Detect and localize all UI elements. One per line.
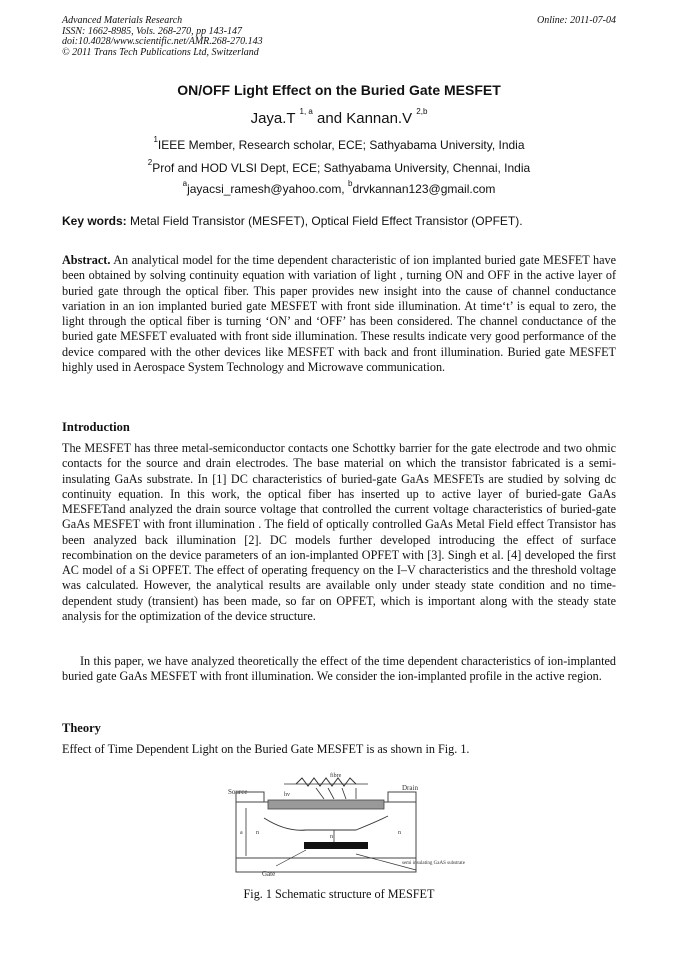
label-n-middle: n [330,834,333,840]
label-fibre: fibre [330,773,342,779]
paper-title: ON/OFF Light Effect on the Buried Gate MESFET [177,82,501,98]
label-n-left: n [256,830,259,836]
top-hatched-region [268,800,384,809]
email-a-marker: a [182,179,188,188]
label-hv: hv [284,792,290,798]
affiliation-1-marker: 1 [153,135,158,144]
label-gate: Gate [262,870,276,878]
author-and: and [317,110,343,127]
keywords-label: Key words: [62,214,127,228]
figure-1-mesfet-schematic [206,772,465,882]
keywords [62,214,616,228]
label-substrate: semi insulating GaAS substrate [402,861,465,866]
label-source: Source [228,788,248,796]
light-arrow-2 [328,788,334,799]
figure-1-caption: Fig. 1 Schematic structure of MESFET [243,887,435,901]
light-arrow-3 [342,788,346,799]
introduction-paragraph-1: The MESFET has three metal-semiconductor contacts one Schottky barrier for the gate electrode and two ohmic contacts for the source and drain electrodes. The base material on which the transistor fabricated is a semi-insulating GaAs substrate. In [1] DC characteristics of buried-gate GaAs MESFETs are studied by solving dc continuity equation. In this work, the optical fiber has inserted up to active layer of buried-gate GaAs MESFETand analyzed the drain source voltage that controlled the current voltage characteristics of buried-gate GaAs MESFET with front illumination . The field of optically controlled GaAs Metal Field effect Transistor has been analyzed back illumination [2]. DC models further developed introducing the effect of surface recombination on the device parameters of an ion-implanted OPFET with [3]. Singh et al. [4] developed the first AC model of a Si OPFET. The effect of operating frequency on the I–V characteristics and the threshold voltage was calculated. However, the analytical results are available only under steady state condition and no time-dependent study (transient) has been made, so far on OPFET, which is important along with the steady state analysis for the optimization of the device structure. [62,441,616,623]
journal-copyright: © 2011 Trans Tech Publications Ltd, Switzerland [62,46,259,58]
journal-doi: doi:10.4028/www.scientific.net/AMR.268-270.143 [62,36,263,48]
affiliation-1 [0,135,678,152]
affiliation-2-marker: 2 [147,158,153,167]
fibre-coil [296,778,356,786]
keywords-text: Metal Field Transistor (MESFET), Optical Field Effect Transistor (OPFET). [130,214,523,228]
label-drain: Drain [402,784,418,792]
abstract-label: Abstract. [62,253,111,267]
buried-gate [304,842,368,849]
drain-contact [388,792,416,802]
section-heading-introduction: Introduction [62,420,130,434]
abstract [62,253,616,375]
journal-name: Advanced Materials Research [62,15,183,26]
email-a[interactable]: jayacsi_ramesh@yahoo.com, [187,182,345,196]
author-1: Jaya.T [250,110,296,127]
section-heading-theory: Theory [62,721,101,735]
label-a: a [240,830,243,836]
author-2-affiliation: 2,b [416,107,428,116]
author-2: Kannan.V [346,110,413,127]
introduction-paragraph-2: In this paper, we have analyzed theoretically the effect of the time dependent characteristics of ion-implanted buried gate GaAs MESFET with front illumination. We consider the ion-implanted profile in the active region. [62,654,616,684]
mesfet-schematic-svg [206,772,465,882]
affiliation-1-text: IEEE Member, Research scholar, ECE; Sathyabama University, India [157,138,525,152]
online-date: Online: 2011-07-04 [537,15,616,26]
author-line [0,107,678,127]
journal-header [62,16,616,58]
affiliation-2 [0,158,678,175]
depletion-boundary [264,816,388,830]
abstract-text: An analytical model for the time dependent characteristic of ion implanted buried gate MESFET have been obtained by solving continuity equation with variation of light , turning ON and OFF in the active layer of buried gate through the optical fiber. This paper provides new insight into the cause of channel conductance variation in an ion implanted buried gate MESFET with front side illumination. At time‘t’ is equal to zero, the light through the optical fiber is turning ‘ON’ and ‘OFF’ has been considered. The channel conductance of the buried gate MESFET evaluated with front side illumination. These results indicate very good performance of the device compared with the other devices like MESFET with back and front illumination. Buried gate MESFET highly used in Aerospace System Technology and Microwave communication. [62,253,617,374]
affiliation-2-text: Prof and HOD VLSI Dept, ECE; Sathyabama University, Chennai, India [152,161,531,175]
email-b[interactable]: drvkannan123@gmail.com [352,182,496,196]
label-n-right: n [398,830,401,836]
email-b-marker: b [348,179,353,188]
author-1-affiliation: 1, a [299,107,313,116]
journal-issn: ISSN: 1662-8985, Vols. 268-270, pp 143-147 [62,25,242,37]
light-arrow-1 [316,788,324,799]
email-line [0,179,678,196]
theory-paragraph: Effect of Time Dependent Light on the Buried Gate MESFET is as shown in Fig. 1. [62,742,470,756]
